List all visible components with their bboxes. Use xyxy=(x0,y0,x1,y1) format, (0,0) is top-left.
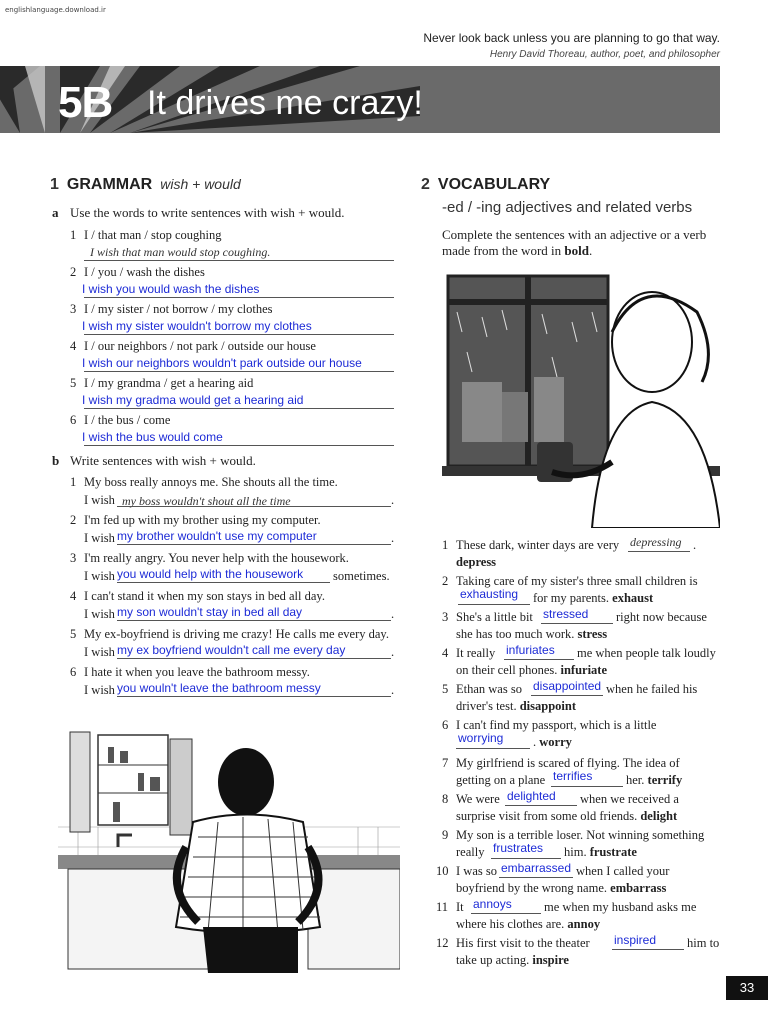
answer-line xyxy=(499,877,573,878)
item-number: 5 xyxy=(70,627,77,641)
item-text-after: for my parents. exhaust xyxy=(533,591,654,605)
item-number: 1 xyxy=(70,228,77,242)
answer-line xyxy=(117,696,391,697)
answer-line xyxy=(628,551,690,552)
answer-input[interactable]: I wish our neighbors wouldn't park outside our house xyxy=(82,356,362,370)
answer-line xyxy=(117,658,391,659)
item-prompt: I'm really angry. You never help with the housework. xyxy=(84,551,349,565)
item-text-after: him. frustrate xyxy=(564,845,637,859)
item-text-after: . worry xyxy=(533,735,572,749)
item-text-after: me when my husband asks me xyxy=(544,900,697,914)
answer-line xyxy=(84,408,394,409)
item-number: 12 xyxy=(436,936,449,950)
part-a-label: a xyxy=(52,205,59,220)
item-prompt: I'm fed up with my brother using my computer. xyxy=(84,513,321,527)
part-a-instruction: Use the words to write sentences with wish + would. xyxy=(70,205,345,220)
answer-input[interactable]: embarrassed xyxy=(501,861,572,875)
grammar-title: GRAMMAR xyxy=(66,176,153,193)
answer-line xyxy=(117,620,391,621)
item-text: These dark, winter days are very xyxy=(456,538,620,552)
item-text-line2: boyfriend by the wrong name. embarrass xyxy=(456,881,667,895)
answer-input[interactable]: frustrates xyxy=(493,841,544,855)
quote-block xyxy=(423,31,720,60)
answer-input[interactable]: terrifies xyxy=(553,769,593,783)
answer-input[interactable]: I wish the bus would come xyxy=(82,430,223,444)
item-number: 2 xyxy=(70,513,77,527)
item-text-line2: really xyxy=(456,845,485,859)
answer-input[interactable]: depressing xyxy=(630,535,682,549)
quote-attribution: Henry David Thoreau, author, poet, and philosopher xyxy=(489,49,720,60)
answer-input[interactable]: you would help with the housework xyxy=(117,567,304,581)
unit-number: 5B xyxy=(58,78,113,127)
item-prompt: I / you / wash the dishes xyxy=(84,265,205,279)
vocabulary-subtitle: -ed / -ing adjectives and related verbs xyxy=(442,199,693,216)
item-tail: . xyxy=(391,645,395,659)
bathroom-illustration xyxy=(58,727,400,973)
item-prompt: I / that man / stop coughing xyxy=(84,228,222,242)
item-number: 6 xyxy=(70,413,77,427)
item-number: 5 xyxy=(70,376,77,390)
item-tail: . xyxy=(391,531,395,545)
item-tail: . xyxy=(391,493,395,507)
answer-line xyxy=(117,506,391,507)
item-text-after: right now because xyxy=(616,610,707,624)
answer-line xyxy=(541,623,613,624)
answer-line xyxy=(84,334,394,335)
item-number: 5 xyxy=(442,682,449,696)
answer-line xyxy=(117,582,330,583)
item-prompt: My ex-boyfriend is driving me crazy! He calls me every day. xyxy=(84,627,389,641)
item-text-after: her. terrify xyxy=(626,773,683,787)
item-text-line2: driver's test. disappoint xyxy=(456,699,576,713)
item-number: 11 xyxy=(436,900,449,914)
item-number: 2 xyxy=(442,574,449,588)
item-prompt: I can't stand it when my son stays in bed all day. xyxy=(84,589,325,603)
answer-input[interactable]: exhausting xyxy=(460,587,519,601)
item-prompt: I / my grandma / get a hearing aid xyxy=(84,376,254,390)
answer-line xyxy=(117,544,391,545)
item-prompt: I / the bus / come xyxy=(84,413,171,427)
item-text-line2: where his clothes are. annoy xyxy=(456,917,601,931)
item-lead: I wish xyxy=(84,531,115,545)
part-b-instruction: Write sentences with wish + would. xyxy=(70,453,256,468)
answer-line xyxy=(84,371,394,372)
vocabulary-instruction-1: Complete the sentences with an adjective or a verb xyxy=(442,227,707,242)
item-text: His first visit to the theater xyxy=(456,936,590,950)
item-number: 3 xyxy=(442,610,449,624)
unit-title: It drives me crazy! xyxy=(147,84,423,122)
item-text: She's a little bit xyxy=(456,610,533,624)
answer-line xyxy=(471,913,541,914)
item-lead: I wish xyxy=(84,569,115,583)
item-prompt: I hate it when you leave the bathroom messy. xyxy=(84,665,310,679)
item-text: I was so xyxy=(456,864,497,878)
item-lead: I wish xyxy=(84,493,115,507)
item-lead: I wish xyxy=(84,607,115,621)
answer-input[interactable]: delighted xyxy=(507,789,556,803)
answer-input[interactable]: annoys xyxy=(473,897,512,911)
answer-input[interactable]: my brother wouldn't use my computer xyxy=(117,529,317,543)
answer-input[interactable]: stressed xyxy=(543,607,589,621)
answer-input[interactable]: I wish my sister wouldn't borrow my clothes xyxy=(82,319,312,333)
answer-line xyxy=(458,604,530,605)
grammar-heading xyxy=(50,176,241,194)
grammar-number: 1 xyxy=(50,176,59,193)
grammar-subtitle: wish + would xyxy=(160,176,241,192)
item-text: It xyxy=(456,900,464,914)
answer-input[interactable]: you wouln't leave the bathroom messy xyxy=(117,681,321,695)
answer-input[interactable]: disappointed xyxy=(533,679,602,693)
item-text-line2: getting on a plane xyxy=(456,773,546,787)
item-text: Ethan was so xyxy=(456,682,522,696)
item-number: 6 xyxy=(442,718,449,732)
item-number: 8 xyxy=(442,792,449,806)
answer-line xyxy=(456,748,530,749)
item-number: 4 xyxy=(70,589,77,603)
vocabulary-instruction-2: made from the word in bold. xyxy=(442,243,593,258)
item-text-after: when we received a xyxy=(580,792,679,806)
answer-line xyxy=(504,659,574,660)
item-number: 6 xyxy=(70,665,77,679)
item-cue-word: depress xyxy=(456,555,497,569)
item-text-after: when I called your xyxy=(576,864,670,878)
answer-input[interactable]: my boss wouldn't shout all the time xyxy=(122,494,291,508)
answer-input[interactable]: worrying xyxy=(458,731,504,745)
answer-line xyxy=(505,805,577,806)
item-text-after: . xyxy=(693,538,697,552)
vocabulary-number: 2 xyxy=(421,176,430,193)
item-text: I can't find my passport, which is a little xyxy=(456,718,657,732)
item-text-line2: on their cell phones. infuriate xyxy=(456,663,608,677)
woman-window-illustration xyxy=(442,272,720,528)
answer-input[interactable]: I wish my gradma would get a hearing aid xyxy=(82,393,304,407)
item-text: It really xyxy=(456,646,496,660)
answer-line xyxy=(491,858,561,859)
item-number: 7 xyxy=(442,756,449,770)
answer-line xyxy=(551,786,623,787)
answer-input[interactable]: I wish you would wash the dishes xyxy=(82,282,260,296)
item-tail: . xyxy=(391,607,395,621)
item-number: 9 xyxy=(442,828,449,842)
item-number: 1 xyxy=(70,475,77,489)
answer-input[interactable]: my ex boyfriend wouldn't call me every day xyxy=(117,643,346,657)
item-tail: sometimes. xyxy=(333,569,390,583)
answer-input[interactable]: my son wouldn't stay in bed all day xyxy=(117,605,303,619)
answer-line xyxy=(531,695,603,696)
source-watermark: englishlanguage.download.ir xyxy=(5,6,106,14)
item-prompt: I / our neighbors / not park / outside our house xyxy=(84,339,316,353)
part-b-label: b xyxy=(52,453,60,468)
answer-input[interactable]: inspired xyxy=(614,933,657,947)
item-text-after: him to xyxy=(687,936,720,950)
item-number: 1 xyxy=(442,538,449,552)
item-text-after: me when people talk loudly xyxy=(577,646,716,660)
answer-line xyxy=(84,445,394,446)
item-number: 4 xyxy=(442,646,449,660)
item-number: 3 xyxy=(70,551,77,565)
item-prompt: My boss really annoys me. She shouts all the time. xyxy=(84,475,338,489)
item-text: We were xyxy=(456,792,500,806)
answer-line xyxy=(84,297,394,298)
answer-line xyxy=(84,260,394,261)
item-prompt: I / my sister / not borrow / my clothes xyxy=(84,302,273,316)
item-number: 10 xyxy=(436,864,449,878)
answer-input[interactable]: infuriates xyxy=(506,643,555,657)
item-lead: I wish xyxy=(84,645,115,659)
vocabulary-heading xyxy=(421,176,550,194)
item-text-line2: take up acting. inspire xyxy=(456,953,569,967)
answer-line xyxy=(612,949,684,950)
answer-input[interactable]: I wish that man would stop coughing. xyxy=(90,245,271,259)
page-number: 33 xyxy=(726,976,768,1000)
item-number: 3 xyxy=(70,302,77,316)
item-number: 2 xyxy=(70,265,77,279)
quote-text: Never look back unless you are planning to go that way. xyxy=(423,31,720,45)
item-text: My girlfriend is scared of flying. The idea of xyxy=(456,756,680,770)
item-text-line2: she has too much work. stress xyxy=(456,627,608,641)
item-lead: I wish xyxy=(84,683,115,697)
item-text: My son is a terrible loser. Not winning something xyxy=(456,828,705,842)
item-text-after: when he failed his xyxy=(606,682,698,696)
item-text-line2: surprise visit from some old friends. delight xyxy=(456,809,678,823)
vocabulary-title: VOCABULARY xyxy=(437,176,551,193)
item-tail: . xyxy=(391,683,395,697)
item-text: Taking care of my sister's three small children is xyxy=(456,574,698,588)
item-number: 4 xyxy=(70,339,77,353)
